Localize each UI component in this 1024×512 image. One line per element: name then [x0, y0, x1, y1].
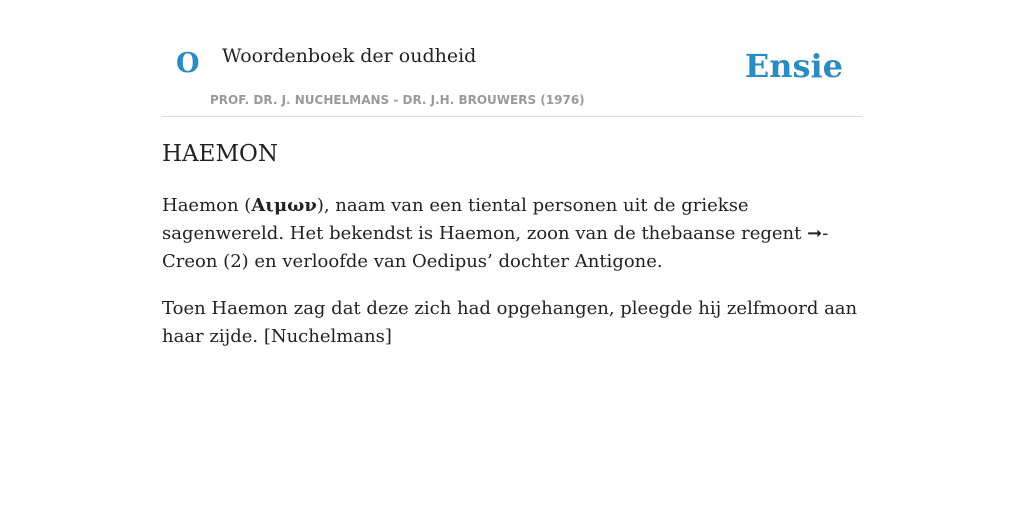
letter-index-link[interactable]: O: [176, 48, 200, 79]
arrow-right-icon: ➞: [807, 223, 823, 244]
dictionary-authors: PROF. DR. J. NUCHELMANS - DR. J.H. BROUWERS (1976): [210, 93, 585, 107]
paragraph-1-text-start: Haemon (: [162, 195, 252, 216]
dictionary-header: [162, 0, 862, 117]
dictionary-title-link[interactable]: Woordenboek der oudheid: [222, 45, 477, 67]
creon-crossref-label: - Creon (2): [162, 223, 829, 272]
entry-headword: HAEMON: [162, 141, 278, 167]
entry-paragraph-1: [162, 192, 862, 276]
entry-paragraph-2: Toen Haemon zag dat deze zich had opgehangen, pleegde hij zelfmoord aan haar zijde. [Nuchelmans]: [162, 298, 858, 347]
greek-name: Αιμων: [251, 195, 317, 216]
paragraph-1-text-middle: ), naam van een tiental personen uit de griekse sagenwereld. Het bekendst is Haemon, zoon van de thebaanse regent: [162, 195, 808, 244]
paragraph-1-text-end: en verloofde van Oedipus’ dochter Antigone.: [248, 251, 663, 272]
ensie-logo-link[interactable]: Ensie: [744, 47, 843, 85]
